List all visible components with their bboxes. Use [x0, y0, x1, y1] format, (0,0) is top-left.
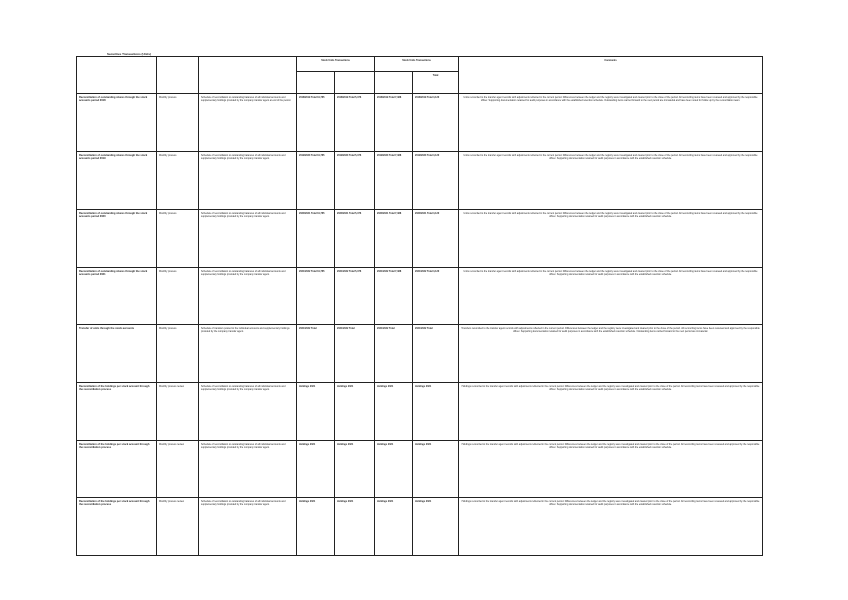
- row-value-2-cell: 2020/2021 Total 5,476: [335, 209, 375, 267]
- table-row: [77, 498, 763, 556]
- row-description-cell: Schedule of reconciliation to outstanding balances of all individual accounts and supplementary holdings provided by the company transfer agent.: [199, 152, 297, 210]
- row-description-cell: Schedule of reconciliation to outstanding balances of all individual accounts and supplementary holdings provided by the company transfer agent.: [199, 209, 297, 267]
- row-value-3-cell: Holdings 2021: [375, 382, 413, 440]
- row-name-cell: Reconciliation of outstanding shares through the stock accounts period 2020: [77, 209, 157, 267]
- header-blank-1: [77, 57, 157, 94]
- row-description-cell: Schedule of reconciliation to outstanding balances of all individual accounts and supplementary holdings provided by the company transfer agent.: [199, 498, 297, 556]
- row-comments-cell: Units reconciled to the transfer agent records with adjustments reflected in the current period. Differences between the ledger and the registry were investigated and cleared prior to the close of the period. All reconciling items have been reviewed and approved by the responsible officer. Supporting documentation retained for audit purposes in accordance with the established retention schedule.: [459, 267, 763, 325]
- row-value-2-cell: 2018/2019 Total 5,476: [335, 94, 375, 152]
- row-value-3-cell: 2020/2021 Total 7,488: [375, 209, 413, 267]
- row-description-cell: Schedule of reconciliation to outstanding balances of all individual accounts and supplementary holdings provided by the company transfer agent at end of the period.: [199, 94, 297, 152]
- row-comments-cell: Holdings reconciled to the transfer agent records with adjustments reflected in the current period. Differences between the ledger and the registry were investigated and cleared prior to the close of the period. All reconciling items have been reviewed and approved by the responsible officer. Supporting documentation retained for audit purposes in accordance with the established retention schedule.: [459, 440, 763, 498]
- row-type-cell: Monthly process review: [157, 498, 199, 556]
- row-value-2-cell: 2021/2022 Total: [335, 325, 375, 383]
- row-name-cell: Reconciliation of the holdings per stock account through the reconciliation process: [77, 382, 157, 440]
- row-value-3-cell: Holdings 2021: [375, 440, 413, 498]
- row-value-1-cell: Holdings 2021: [297, 440, 335, 498]
- row-value-3-cell: 2021/2022 Total 7,488: [375, 267, 413, 325]
- securities-table: [76, 56, 763, 556]
- subheader-blank-1: [297, 72, 335, 94]
- table-row: [77, 209, 763, 267]
- header-comments: Comments: [459, 57, 763, 94]
- row-comments-cell: Units reconciled to the transfer agent records with adjustments reflected in the current period. Differences between the ledger and the registry were investigated and cleared prior to the close of the period. All reconciling items have been reviewed and approved by the responsible officer. Supporting documentation retained for audit purposes in accordance with the established retention schedule. Outstanding items carried forward to the next period are immaterial and have been noted for follow up by the reconciliation team.: [459, 94, 763, 152]
- header-blank-2: [157, 57, 199, 94]
- row-type-cell: Monthly process: [157, 152, 199, 210]
- row-value-2-cell: 2019/2020 Total 5,476: [335, 152, 375, 210]
- row-value-3-cell: 2019/2020 Total 7,488: [375, 152, 413, 210]
- subheader-blank-2: [335, 72, 375, 94]
- row-name-cell: Reconciliation of outstanding shares through the stock accounts period 2021: [77, 267, 157, 325]
- row-description-cell: Schedule of reconciliation to outstanding balances of all individual accounts and supplementary holdings provided by the company transfer agent.: [199, 267, 297, 325]
- row-value-1-cell: Holdings 2021: [297, 498, 335, 556]
- row-value-1-cell: 2018/2019 Total 31,765: [297, 94, 335, 152]
- row-type-cell: Monthly process: [157, 325, 199, 383]
- table-row: [77, 325, 763, 383]
- row-comments-cell: Units reconciled to the transfer agent records with adjustments reflected in the current period. Differences between the ledger and the registry were investigated and cleared prior to the close of the period. All reconciling items have been reviewed and approved by the responsible officer. Supporting documentation retained for audit purposes in accordance with the established retention schedule.: [459, 209, 763, 267]
- table-caption: Securities Transactions (Units): [107, 52, 152, 56]
- table-row: [77, 267, 763, 325]
- table-row: [77, 94, 763, 152]
- row-value-1-cell: 2020/2021 Total 31,765: [297, 209, 335, 267]
- row-value-4-cell: Holdings 2021: [413, 498, 459, 556]
- row-value-1-cell: 2021/2022 Total: [297, 325, 335, 383]
- row-value-4-cell: Holdings 2021: [413, 382, 459, 440]
- table-row: [77, 440, 763, 498]
- row-name-cell: Reconciliation of outstanding shares through the stock accounts period 2018: [77, 94, 157, 152]
- row-name-cell: Reconciliation of the holdings per stock account through the reconciliation process: [77, 440, 157, 498]
- row-type-cell: Monthly process review: [157, 440, 199, 498]
- row-value-3-cell: 2018/2019 Total 7,488: [375, 94, 413, 152]
- row-value-2-cell: Holdings 2021: [335, 498, 375, 556]
- header-blank-3: [199, 57, 297, 94]
- row-name-cell: Reconciliation of the holdings per stock account through the reconciliation process: [77, 498, 157, 556]
- row-value-2-cell: Holdings 2021: [335, 440, 375, 498]
- row-value-1-cell: 2021/2022 Total 31,765: [297, 267, 335, 325]
- row-type-cell: Monthly process review: [157, 382, 199, 440]
- row-comments-cell: Holdings reconciled to the transfer agent records with adjustments reflected in the current period. Differences between the ledger and the registry were investigated and cleared prior to the close of the period. All reconciling items have been reviewed and approved by the responsible officer. Supporting documentation retained for audit purposes in accordance with the established retention schedule.: [459, 382, 763, 440]
- row-type-cell: Monthly process: [157, 209, 199, 267]
- row-name-cell: Transfer of units through the stock accounts: [77, 325, 157, 383]
- row-comments-cell: Holdings reconciled to the transfer agent records with adjustments reflected in the current period. Differences between the ledger and the registry were investigated and cleared prior to the close of the period. All reconciling items have been reviewed and approved by the responsible officer. Supporting documentation retained for audit purposes in accordance with the established retention schedule.: [459, 498, 763, 556]
- row-value-4-cell: Holdings 2021: [413, 440, 459, 498]
- row-value-1-cell: Holdings 2021: [297, 382, 335, 440]
- row-description-cell: Schedule of transfers posted to the individual accounts and supplementary holdings provided by the company transfer agent.: [199, 325, 297, 383]
- row-value-1-cell: 2019/2020 Total 31,765: [297, 152, 335, 210]
- header-group-1: Stock Units Transactions: [297, 57, 375, 72]
- row-type-cell: Monthly process: [157, 267, 199, 325]
- row-value-2-cell: Holdings 2021: [335, 382, 375, 440]
- row-description-cell: Schedule of reconciliation to outstanding balances of all individual accounts and supplementary holdings provided by the company transfer agent.: [199, 440, 297, 498]
- row-value-4-cell: 2019/2020 Total 4,120: [413, 152, 459, 210]
- row-value-4-cell: 2018/2019 Total 4,120: [413, 94, 459, 152]
- row-comments-cell: Transfers reconciled to the transfer agent records with adjustments reflected in the current period. Differences between the ledger and the registry were investigated and cleared prior to the close of the period. All reconciling items have been reviewed and approved by the responsible officer. Supporting documentation retained for audit purposes in accordance with the established retention schedule. Outstanding items carried forward to the next period are immaterial.: [459, 325, 763, 383]
- subheader-total: Total: [413, 72, 459, 94]
- row-comments-cell: Units reconciled to the transfer agent records with adjustments reflected in the current period. Differences between the ledger and the registry were investigated and cleared prior to the close of the period. All reconciling items have been reviewed and approved by the responsible officer. Supporting documentation retained for audit purposes in accordance with the established retention schedule.: [459, 152, 763, 210]
- row-value-4-cell: 2021/2022 Total: [413, 325, 459, 383]
- header-group-2: Stock Units Transactions: [375, 57, 459, 72]
- row-value-4-cell: 2021/2022 Total 4,120: [413, 267, 459, 325]
- table-row: [77, 382, 763, 440]
- row-name-cell: Reconciliation of outstanding shares through the stock accounts period 2019: [77, 152, 157, 210]
- header-row: [77, 57, 763, 72]
- row-value-3-cell: Holdings 2021: [375, 498, 413, 556]
- row-value-4-cell: 2020/2021 Total 4,120: [413, 209, 459, 267]
- row-value-2-cell: 2021/2022 Total 5,476: [335, 267, 375, 325]
- row-description-cell: Schedule of reconciliation to outstanding balances of all individual accounts and supplementary holdings provided by the company transfer agent.: [199, 382, 297, 440]
- row-value-3-cell: 2021/2022 Total: [375, 325, 413, 383]
- subheader-blank-3: [375, 72, 413, 94]
- table-row: [77, 152, 763, 210]
- row-type-cell: Monthly process: [157, 94, 199, 152]
